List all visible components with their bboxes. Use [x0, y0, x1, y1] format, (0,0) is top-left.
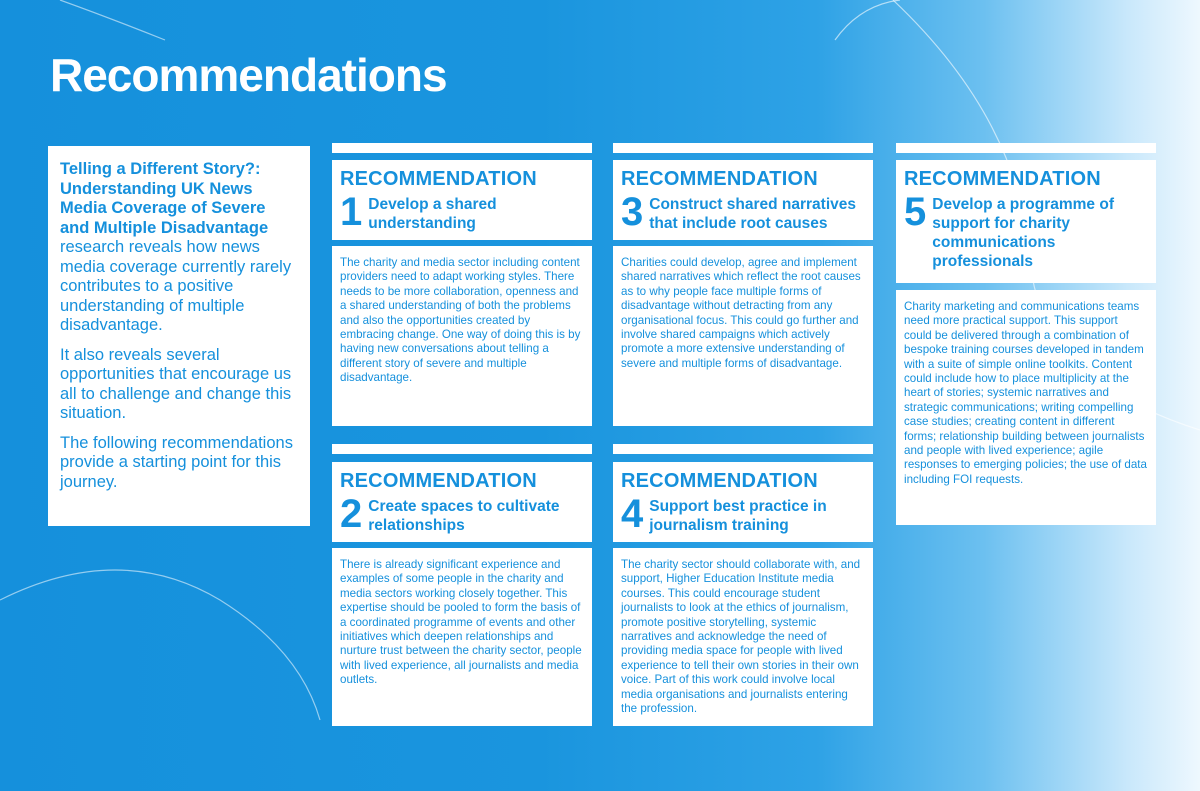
recommendation-number: 5 [904, 190, 927, 234]
intro-paragraph-2: It also reveals several opportunities that encourage us all to challenge and change this situation. [60, 345, 292, 422]
recommendation-number: 2 [340, 492, 363, 536]
recommendation-number: 1 [340, 190, 363, 234]
recommendation-5-body: Charity marketing and communications teams need more practical support. This support could be delivered through a combination of bespoke training courses developed in tandem with a suite of simple online toolkits. Content could include how to place multiplicity at the heart of stories; systemic narratives and strategic communications; writing compelling case studies; creating content in different forms; relationship building between journalists and people with lived experience; agile responses to emerging policies; the use of data including FOI requests. [896, 290, 1156, 525]
recommendation-label: RECOMMENDATION [340, 168, 537, 190]
card-2-top-strip [332, 444, 592, 454]
card-4-top-strip [613, 444, 873, 454]
recommendation-heading: Support best practice in journalism training [649, 498, 827, 534]
recommendation-1-body: The charity and media sector including content providers need to adapt working styles. There needs to be more collaboration, openness and a shared understanding of both the problems and also the opportunities created by embracing change. One way of doing this is by having new conversations about telling a different story of severe and multiple disadvantage. [332, 246, 592, 426]
recommendation-heading: Develop a shared understanding [368, 196, 497, 232]
recommendation-3-header [613, 160, 873, 240]
recommendation-4-header [613, 462, 873, 542]
recommendation-1-header [332, 160, 592, 240]
page-title: Recommendations [50, 49, 447, 101]
card-1-top-strip [332, 143, 592, 153]
recommendation-heading: Create spaces to cultivate relationships [368, 498, 560, 534]
recommendation-3-body: Charities could develop, agree and implement shared narratives which reflect the root causes as to why people face multiple forms of disadvantage without detracting from any organisational focus. This could go further and involve shared campaigns which actively promote a more extensive understanding of severe and multiple forms of disadvantage. [613, 246, 873, 426]
intro-lead [60, 160, 298, 336]
intro-panel [48, 146, 310, 526]
recommendation-2-body: There is already significant experience and examples of some people in the charity and media sectors working closely together. This expertise should be pooled to form the basis of a coordinated programme of events and other initiatives which deepen relationships and nurture trust between the charity sector, people with lived experience, all journalists and media outlets. [332, 548, 592, 726]
card-5-top-strip [896, 143, 1156, 153]
recommendation-2-header [332, 462, 592, 542]
recommendation-4-body: The charity sector should collaborate with, and support, Higher Education Institute media courses. This could encourage student journalists to look at the ethics of journalism, promote positive storytelling, systemic narratives and acknowledge the need of providing media space for people with lived experience to tell their own stories in their own voice. Part of this work could involve local media organisations and journalists entering the profession. [613, 548, 873, 726]
intro-report-title: Telling a Different Story?: Understanding UK News Media Coverage of Severe and Multiple Disadvantage [60, 160, 269, 237]
card-3-top-strip [613, 143, 873, 153]
recommendation-heading: Develop a programme of support for charity communications professionals [932, 196, 1114, 270]
recommendation-label: RECOMMENDATION [621, 168, 818, 190]
intro-lead-text: research reveals how news media coverage currently rarely contributes to a positive understanding of multiple disadvantage. [60, 238, 292, 334]
recommendation-heading: Construct shared narratives that include root causes [649, 196, 856, 232]
intro-paragraph-3: The following recommendations provide a starting point for this journey. [60, 433, 293, 491]
recommendation-number: 3 [621, 190, 644, 234]
recommendation-label: RECOMMENDATION [904, 168, 1101, 190]
recommendation-number: 4 [621, 492, 644, 536]
recommendation-label: RECOMMENDATION [340, 470, 537, 492]
recommendation-label: RECOMMENDATION [621, 470, 818, 492]
recommendation-5-header [896, 160, 1156, 283]
